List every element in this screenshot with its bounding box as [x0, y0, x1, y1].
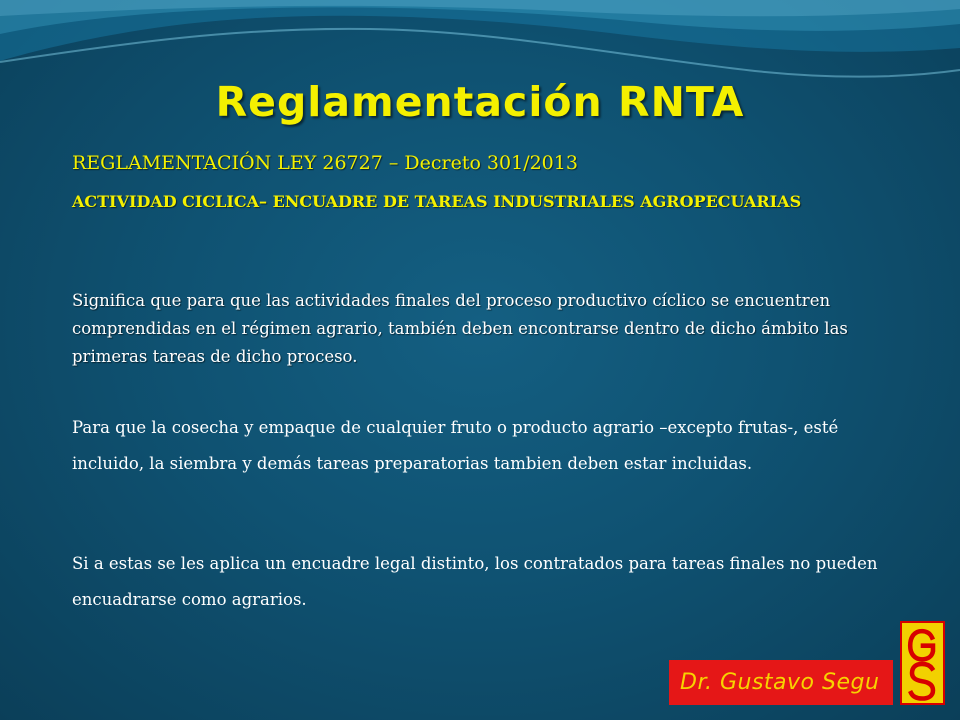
law-reference-heading: REGLAMENTACIÓN LEY 26727 – Decreto 301/2013	[72, 152, 578, 174]
activity-heading: ACTIVIDAD CICLICA– ENCUADRE DE TAREAS INDUSTRIALES AGROPECUARIAS	[72, 192, 802, 211]
explanation-paragraph: Significa que para que las actividades finales del proceso productivo cíclico se encuentren comprendidas en el régimen agrario, también deben encontrarse dentro de dicho ámbito las primeras tareas de dicho proceso.	[72, 291, 848, 366]
author-signature-badge: Dr. Gustavo Segu	[669, 660, 893, 705]
legal-framework-paragraph: Si a estas se les aplica un encuadre legal distinto, los contratados para tareas finales no pueden encuadrarse como agrarios.	[72, 554, 878, 609]
harvest-paragraph: Para que la cosecha y empaque de cualquier fruto o producto agrario –excepto frutas-, esté incluido, la siembra y demás tareas preparatorias tambien deben estar incluidas.	[72, 418, 839, 473]
slide-title: Reglamentación RNTA	[215, 78, 745, 126]
gs-logo	[900, 621, 945, 705]
